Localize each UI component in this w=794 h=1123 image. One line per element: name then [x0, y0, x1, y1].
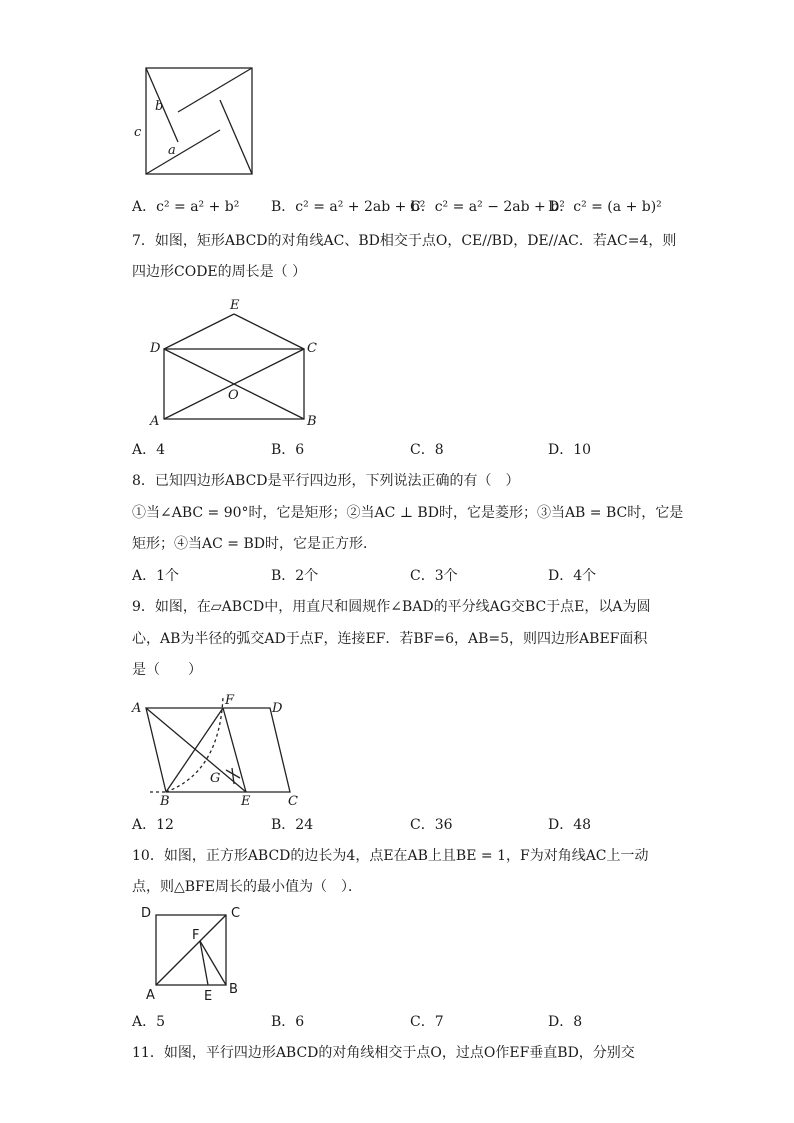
q10-option-b: B．6 [271, 1014, 305, 1030]
q11-text-line1: 11．如图，平行四边形ABCD的对角线相交于点O，过点O作EF垂直BD，分别交 [132, 1045, 635, 1061]
q9-label-c: C [288, 794, 298, 809]
q10-diagonal-ac [156, 915, 226, 985]
q9-label-d: D [272, 701, 283, 716]
q7-label-o: O [228, 388, 239, 403]
q8-option-b: B．2个 [271, 568, 319, 584]
q9-label-a: A [132, 701, 142, 716]
q6-line-4 [146, 130, 220, 174]
q6-line-2 [178, 68, 252, 112]
q6-option-d: D．c² = (a + b)² [548, 199, 662, 215]
q7-option-d: D．10 [548, 442, 592, 458]
q9-label-g: G [210, 771, 221, 786]
q10-option-c: C．7 [410, 1014, 444, 1030]
q10-figure [138, 903, 248, 1003]
q8-text-line1: 8．已知四边形ABCD是平行四边形，下列说法正确的有（ ） [132, 473, 520, 489]
q6-label-b: b [155, 99, 164, 114]
q7-label-b: B [307, 414, 317, 429]
q10-label-f: F [192, 928, 200, 943]
q9-label-f: F [225, 693, 235, 708]
q7-label-a: A [150, 414, 160, 429]
q7-segment-ce [234, 314, 304, 349]
q7-text-line1: 7．如图，矩形ABCD的对角线AC、BD相交于点O，CE//BD，DE//AC．若AC=4，则 [132, 233, 677, 249]
q8-option-c: C．3个 [410, 568, 458, 584]
q7-text-line2: 四边形CODE的周长是（ ） [132, 264, 307, 280]
q10-label-c: C [231, 906, 241, 921]
q6-label-c: c [134, 125, 142, 140]
q10-label-d: D [141, 906, 152, 921]
q9-text-line3: 是（ ） [132, 662, 202, 678]
q10-label-b: B [229, 982, 238, 997]
q9-label-e: E [241, 794, 251, 809]
q9-text-line1: 9．如图，在▱ABCD中，用直尺和圆规作∠BAD的平分线AG交BC于点E，以A为圆 [132, 599, 651, 615]
q9-option-d: D．48 [548, 817, 592, 833]
q9-segment-ae [146, 708, 246, 792]
q9-option-a: A．12 [132, 817, 174, 833]
q8-option-d: D．4个 [548, 568, 597, 584]
q8-option-a: A．1个 [132, 568, 180, 584]
q9-option-b: B．24 [271, 817, 314, 833]
q7-segment-de [164, 314, 234, 349]
q6-option-b: B．c² = a² + 2ab + b² [271, 199, 426, 215]
q9-label-b: B [160, 794, 170, 809]
q7-label-e: E [230, 298, 240, 313]
q9-text-line2: 心，AB为半径的弧交AD于点F，连接EF．若BF=6，AB=5，则四边形ABEF面积 [132, 631, 648, 647]
q6-option-c: C．c² = a² − 2ab + b² [410, 199, 565, 215]
q10-text-line2: 点，则△BFE周长的最小值为（ ）． [132, 879, 362, 895]
q7-option-c: C．8 [410, 442, 444, 458]
q8-text-line2: ①当∠ABC = 90°时，它是矩形；②当AC ⊥ BD时，它是菱形；③当AB = BC时，它是 [132, 505, 684, 521]
q6-option-a: A．c² = a² + b² [132, 199, 240, 215]
q6-outer-square [146, 68, 252, 174]
q6-label-a: a [168, 143, 176, 158]
q6-line-3 [220, 100, 252, 174]
q9-option-c: C．36 [410, 817, 453, 833]
q10-label-a: A [146, 988, 155, 1003]
q9-segment-ef [223, 708, 246, 792]
q7-label-c: C [307, 341, 317, 356]
q10-label-e: E [204, 989, 213, 1004]
q7-option-b: B．6 [271, 442, 305, 458]
q8-text-line3: 矩形；④当AC = BD时，它是正方形． [132, 536, 377, 552]
q9-figure [128, 688, 308, 808]
q7-figure [140, 295, 330, 430]
q7-label-d: D [150, 341, 161, 356]
q10-option-a: A．5 [132, 1014, 166, 1030]
q6-figure [130, 62, 260, 182]
q10-option-d: D．8 [548, 1014, 583, 1030]
q7-option-a: A．4 [132, 442, 166, 458]
q10-text-line1: 10．如图，正方形ABCD的边长为4，点E在AB上且BE = 1，F为对角线AC上一动 [132, 848, 649, 864]
